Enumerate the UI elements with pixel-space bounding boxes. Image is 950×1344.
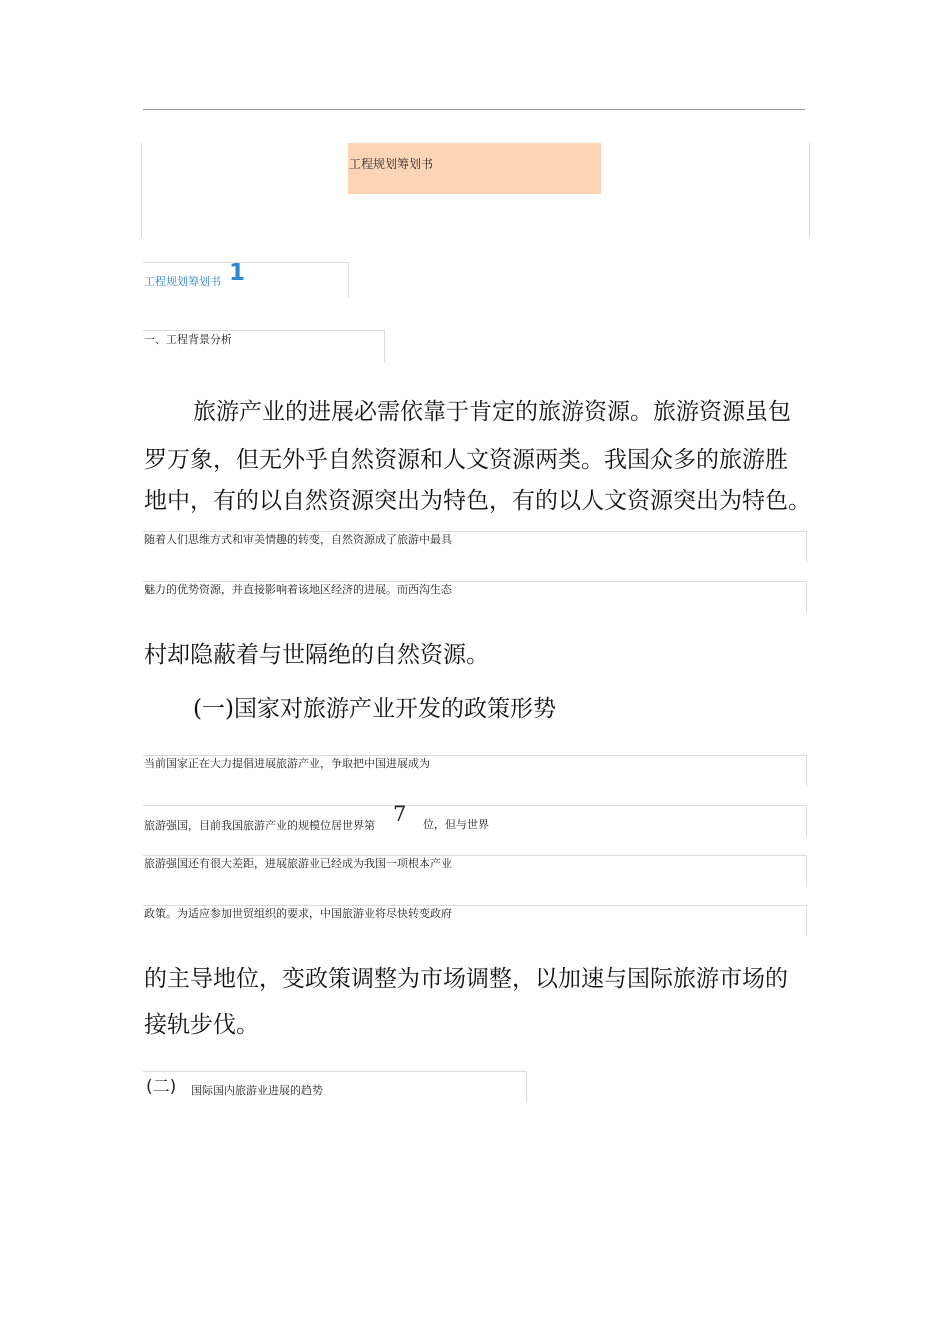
small-text-line (143, 802, 807, 836)
subsection-heading-1: (一)国家对旅游产业开发的政策形势 (193, 696, 556, 722)
paragraph-line-small: 旅游强国还有很大差距，进展旅游业已经成为我国一项根本产业 (144, 857, 452, 870)
paragraph-line: 的主导地位，变政策调整为市场调整，以加速与国际旅游市场的 (144, 966, 788, 992)
paragraph-line-small-tail: 位，但与世界 (423, 818, 489, 831)
section-heading-1 (143, 330, 385, 363)
paragraph-line: 接轨步伐。 (144, 1012, 259, 1038)
paragraph-line: 地中，有的以自然资源突出为特色，有的以人文资源突出为特色。 (144, 488, 811, 514)
small-text-line (143, 855, 807, 886)
small-text-line (143, 581, 807, 612)
paragraph-line-small: 魅力的优势资源，并直接影响着该地区经济的进展。而西沟生态 (144, 583, 452, 596)
document-title-box (348, 143, 601, 194)
toc-entry[interactable] (143, 262, 349, 298)
subsection-heading-2-prefix: (二) (146, 1077, 177, 1097)
document-title: 工程规划筹划书 (349, 157, 434, 171)
paragraph-line: 罗万象，但无外乎自然资源和人文资源两类。我国众多的旅游胜 (144, 447, 788, 473)
paragraph-line-small: 随着人们思维方式和审美情趣的转变，自然资源成了旅游中最具 (144, 533, 452, 546)
toc-title: 工程规划筹划书 (144, 275, 221, 288)
world-rank-number: 7 (393, 802, 407, 826)
section-heading-1-text: 一、工程背景分析 (144, 333, 232, 346)
paragraph-line: 旅游产业的进展必需依靠于肯定的旅游资源。旅游资源虽包 (193, 399, 791, 425)
small-text-line (143, 755, 807, 786)
small-text-line (143, 905, 807, 936)
paragraph-line-small: 当前国家正在大力提倡进展旅游产业，争取把中国进展成为 (144, 757, 430, 770)
paragraph-line: 村却隐蔽着与世隔绝的自然资源。 (144, 642, 489, 668)
toc-page-number: 1 (229, 260, 246, 286)
small-text-line (143, 531, 807, 562)
subsection-heading-2-text: 国际国内旅游业进展的趋势 (191, 1084, 323, 1097)
paragraph-line-small: 政策。为适应参加世贸组织的要求，中国旅游业将尽快转变政府 (144, 907, 452, 920)
header-rule (143, 109, 805, 110)
paragraph-line-small: 旅游强国，目前我国旅游产业的规模位居世界第 (144, 819, 375, 832)
subsection-heading-2 (143, 1071, 527, 1103)
